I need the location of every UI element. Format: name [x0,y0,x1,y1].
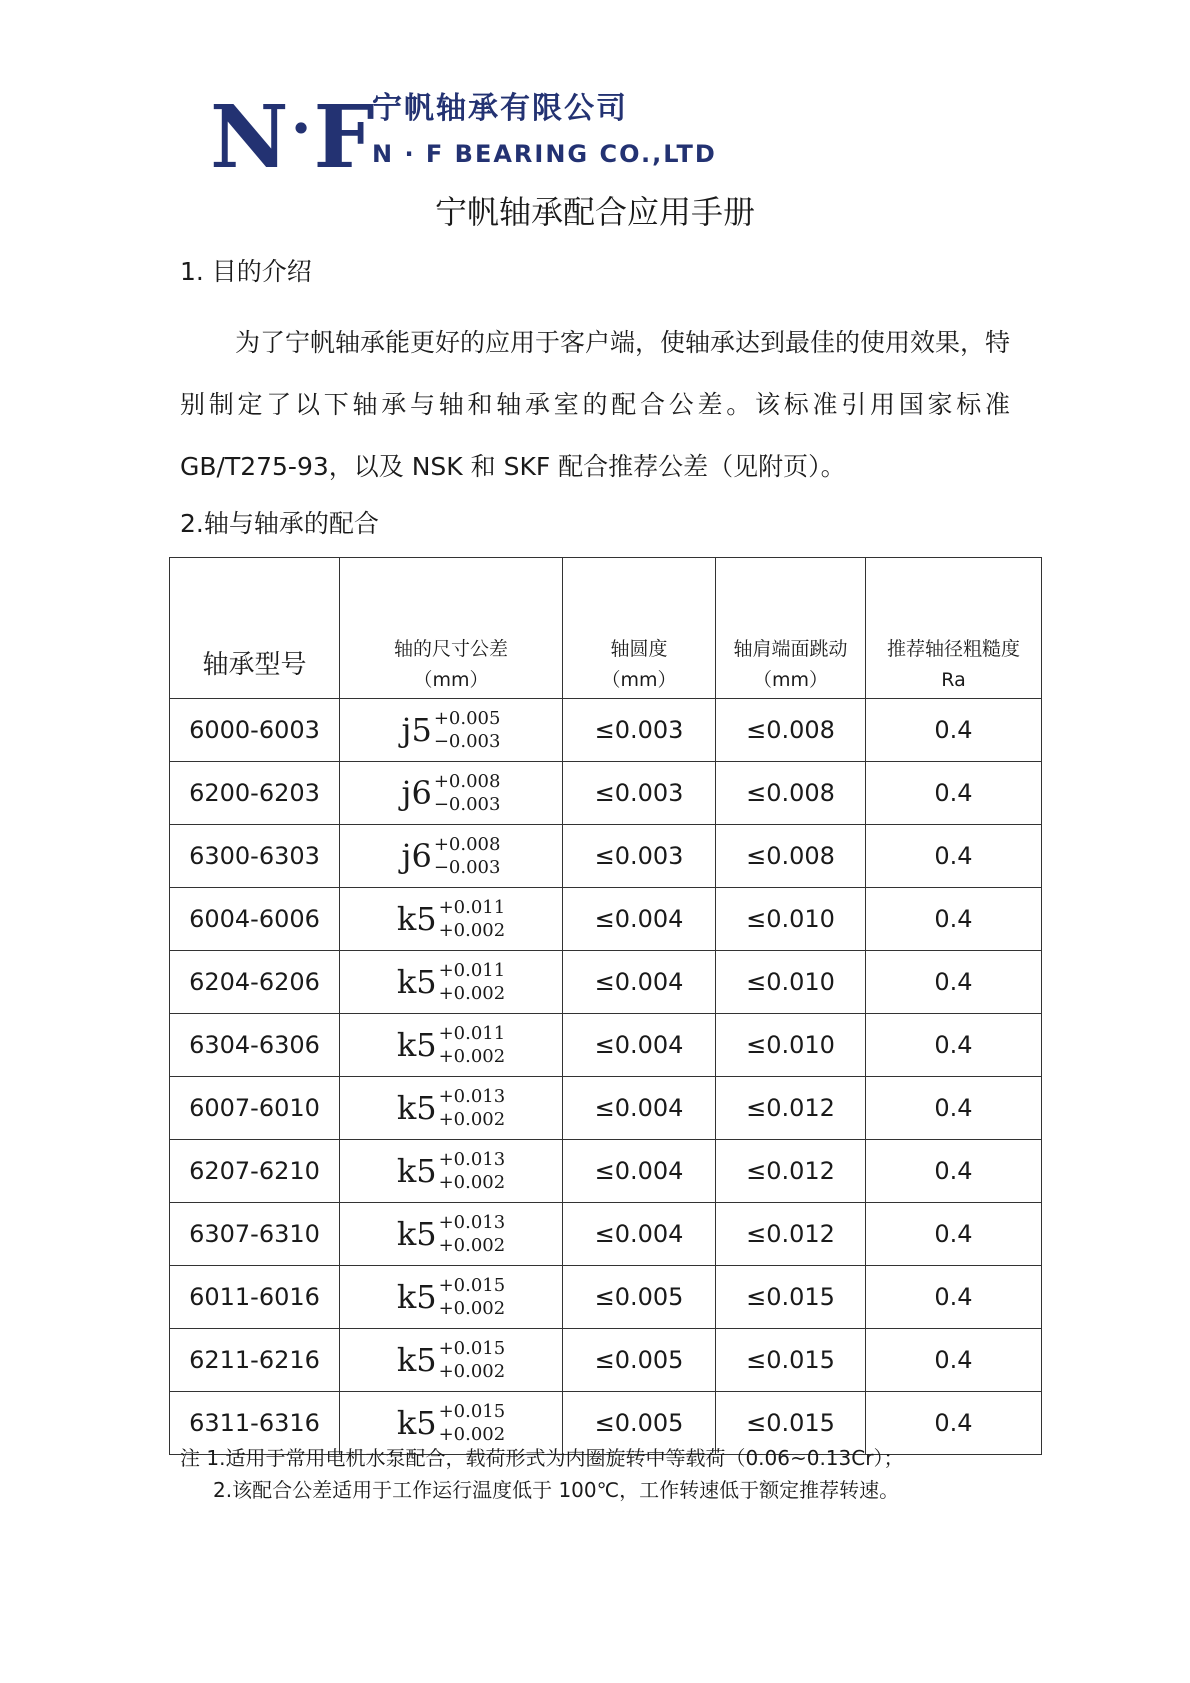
cell-runout: ≤0.008 [716,825,866,888]
tolerance-limits [439,1211,506,1257]
tolerance-value [397,1211,505,1257]
tolerance-lower: −0.003 [433,731,501,752]
cell-runout: ≤0.015 [716,1392,866,1455]
tolerance-grade: k5 [396,963,437,1001]
tolerance-upper: +0.011 [438,960,506,981]
cell-model: 6304-6306 [170,1014,340,1077]
company-name-en: N · F BEARING CO.,LTD [372,140,717,168]
cell-roughness: 0.4 [866,1392,1042,1455]
note-1: 注 1.适用于常用电机水泵配合，载荷形式为内圈旋转中等载荷（0.06~0.13Cr）； [180,1446,904,1470]
cell-tolerance [340,1014,563,1077]
tolerance-upper: +0.013 [438,1149,506,1170]
section1-heading: 1. 目的介绍 [180,257,312,286]
cell-model: 6004-6006 [170,888,340,951]
tolerance-lower: +0.002 [438,1109,506,1130]
tolerance-grade: k5 [396,1278,437,1316]
logo-mark [210,86,373,188]
table-row [170,1266,1042,1329]
tolerance-limits [439,1274,506,1320]
cell-runout: ≤0.008 [716,699,866,762]
tolerance-limits [439,1400,506,1446]
table-row [170,1014,1042,1077]
tolerance-value [397,1085,505,1131]
cell-model: 6204-6206 [170,951,340,1014]
header-roughness [866,558,1042,699]
tolerance-lower: −0.003 [433,794,501,815]
cell-roundness: ≤0.004 [563,1203,716,1266]
tolerance-lower: +0.002 [438,1298,506,1319]
table-row [170,1203,1042,1266]
tolerance-grade: j5 [401,711,432,749]
tolerance-grade: j6 [401,774,432,812]
tolerance-value [397,1148,505,1194]
tolerance-upper: +0.015 [438,1401,506,1422]
header-unit: （mm） [413,669,489,691]
tolerance-grade: k5 [396,900,437,938]
cell-runout: ≤0.015 [716,1266,866,1329]
cell-roundness: ≤0.003 [563,699,716,762]
table-row [170,888,1042,951]
tolerance-limits [434,707,501,753]
header-unit: Ra [941,669,966,691]
tolerance-upper: +0.015 [438,1275,506,1296]
tolerance-upper: +0.013 [438,1086,506,1107]
tolerance-grade: j6 [401,837,432,875]
tolerance-limits [439,1337,506,1383]
cell-runout: ≤0.012 [716,1140,866,1203]
cell-tolerance [340,1266,563,1329]
note-2: 2.该配合公差适用于工作运行温度低于 100℃，工作转速低于额定推荐转速。 [213,1478,900,1502]
tolerance-upper: +0.015 [438,1338,506,1359]
header-roundness [563,558,716,699]
header-label: 推荐轴径粗糙度 [886,638,1020,660]
table-header-row [170,558,1042,699]
cell-tolerance [340,951,563,1014]
header-unit: （mm） [601,669,677,691]
tolerance-upper: +0.013 [438,1212,506,1233]
cell-roundness: ≤0.005 [563,1392,716,1455]
section2-heading: 2.轴与轴承的配合 [180,509,379,538]
cell-roundness: ≤0.005 [563,1329,716,1392]
table-row [170,951,1042,1014]
cell-model: 6307-6310 [170,1203,340,1266]
tolerance-limits [434,770,501,816]
tolerance-upper: +0.011 [438,1023,506,1044]
tolerance-grade: k5 [396,1089,437,1127]
cell-roundness: ≤0.004 [563,1140,716,1203]
tolerance-grade: k5 [396,1215,437,1253]
section1-paragraph: 为了宁帆轴承能更好的应用于客户端，使轴承达到最佳的使用效果，特别制定了以下轴承与轴和轴承室的配合公差。该标准引用国家标准 GB/T275-93，以及 NSK 和 SKF 配合推荐公差（见附页）。 [180,328,1011,481]
cell-model: 6007-6010 [170,1077,340,1140]
table-row [170,1140,1042,1203]
tolerance-value [397,1400,505,1446]
cell-model: 6207-6210 [170,1140,340,1203]
cell-roughness: 0.4 [866,888,1042,951]
tolerance-lower: +0.002 [438,1235,506,1256]
tolerance-grade: k5 [396,1341,437,1379]
cell-roughness: 0.4 [866,825,1042,888]
table-row [170,762,1042,825]
cell-model: 6000-6003 [170,699,340,762]
tolerance-lower: +0.002 [438,1046,506,1067]
cell-roughness: 0.4 [866,699,1042,762]
logo-mark-f: F [313,87,373,188]
table-row [170,699,1042,762]
tolerance-value [397,959,505,1005]
company-name-cn: 宁帆轴承有限公司 [372,91,628,126]
table-row [170,1329,1042,1392]
cell-tolerance [340,762,563,825]
cell-runout: ≤0.010 [716,888,866,951]
tolerance-lower: +0.002 [438,983,506,1004]
table-row [170,1077,1042,1140]
cell-tolerance [340,1140,563,1203]
tolerance-value [397,1274,505,1320]
tolerance-grade: k5 [396,1152,437,1190]
document-title: 宁帆轴承配合应用手册 [434,193,755,231]
tolerance-lower: +0.002 [438,1361,506,1382]
tolerance-limits [439,959,506,1005]
cell-roughness: 0.4 [866,1077,1042,1140]
cell-model: 6311-6316 [170,1392,340,1455]
cell-roundness: ≤0.004 [563,888,716,951]
tolerance-upper: +0.005 [433,708,501,729]
tolerance-limits [439,1085,506,1131]
cell-model: 6300-6303 [170,825,340,888]
tolerance-limits [439,1148,506,1194]
cell-roundness: ≤0.004 [563,951,716,1014]
tolerance-value [397,896,505,942]
tolerance-grade: k5 [396,1404,437,1442]
cell-tolerance [340,1203,563,1266]
logo-mark-dot: · [290,94,310,164]
cell-model: 6011-6016 [170,1266,340,1329]
header-shaft-tolerance [340,558,563,699]
tolerance-value [397,1337,505,1383]
cell-tolerance [340,1077,563,1140]
cell-runout: ≤0.008 [716,762,866,825]
tolerance-upper: +0.011 [438,897,506,918]
header-label: 轴圆度 [610,638,668,660]
tolerance-grade: k5 [396,1026,437,1064]
cell-roundness: ≤0.004 [563,1014,716,1077]
cell-roughness: 0.4 [866,1266,1042,1329]
tolerance-value [402,707,501,753]
tolerance-lower: +0.002 [438,1172,506,1193]
tolerance-upper: +0.008 [433,834,501,855]
header-bearing-model: 轴承型号 [170,558,340,699]
cell-roughness: 0.4 [866,951,1042,1014]
company-logo [210,86,717,188]
cell-roughness: 0.4 [866,762,1042,825]
cell-roundness: ≤0.005 [563,1266,716,1329]
header-label: 轴肩端面跳动 [733,638,848,660]
logo-mark-n: N [210,87,287,188]
tolerance-limits [439,1022,506,1068]
cell-roundness: ≤0.004 [563,1077,716,1140]
tolerance-limits [434,833,501,879]
tolerance-value [397,1022,505,1068]
tolerance-value [402,833,501,879]
cell-tolerance [340,1329,563,1392]
cell-roughness: 0.4 [866,1203,1042,1266]
cell-tolerance [340,699,563,762]
cell-runout: ≤0.010 [716,951,866,1014]
cell-runout: ≤0.012 [716,1203,866,1266]
cell-roughness: 0.4 [866,1140,1042,1203]
cell-model: 6211-6216 [170,1329,340,1392]
header-shoulder-runout [716,558,866,699]
header-label: 轴的尺寸公差 [393,638,508,660]
tolerance-upper: +0.008 [433,771,501,792]
tolerance-lower: +0.002 [438,920,506,941]
cell-runout: ≤0.012 [716,1077,866,1140]
cell-runout: ≤0.010 [716,1014,866,1077]
cell-roundness: ≤0.003 [563,762,716,825]
cell-runout: ≤0.015 [716,1329,866,1392]
table-row [170,825,1042,888]
tolerance-value [402,770,501,816]
tolerance-limits [439,896,506,942]
tolerance-lower: −0.003 [433,857,501,878]
cell-tolerance [340,888,563,951]
cell-roundness: ≤0.003 [563,825,716,888]
cell-roughness: 0.4 [866,1329,1042,1392]
cell-model: 6200-6203 [170,762,340,825]
tolerance-lower: +0.002 [438,1424,506,1445]
header-unit: （mm） [752,669,829,691]
shaft-fit-table [169,557,1042,1455]
cell-roughness: 0.4 [866,1014,1042,1077]
cell-tolerance [340,825,563,888]
